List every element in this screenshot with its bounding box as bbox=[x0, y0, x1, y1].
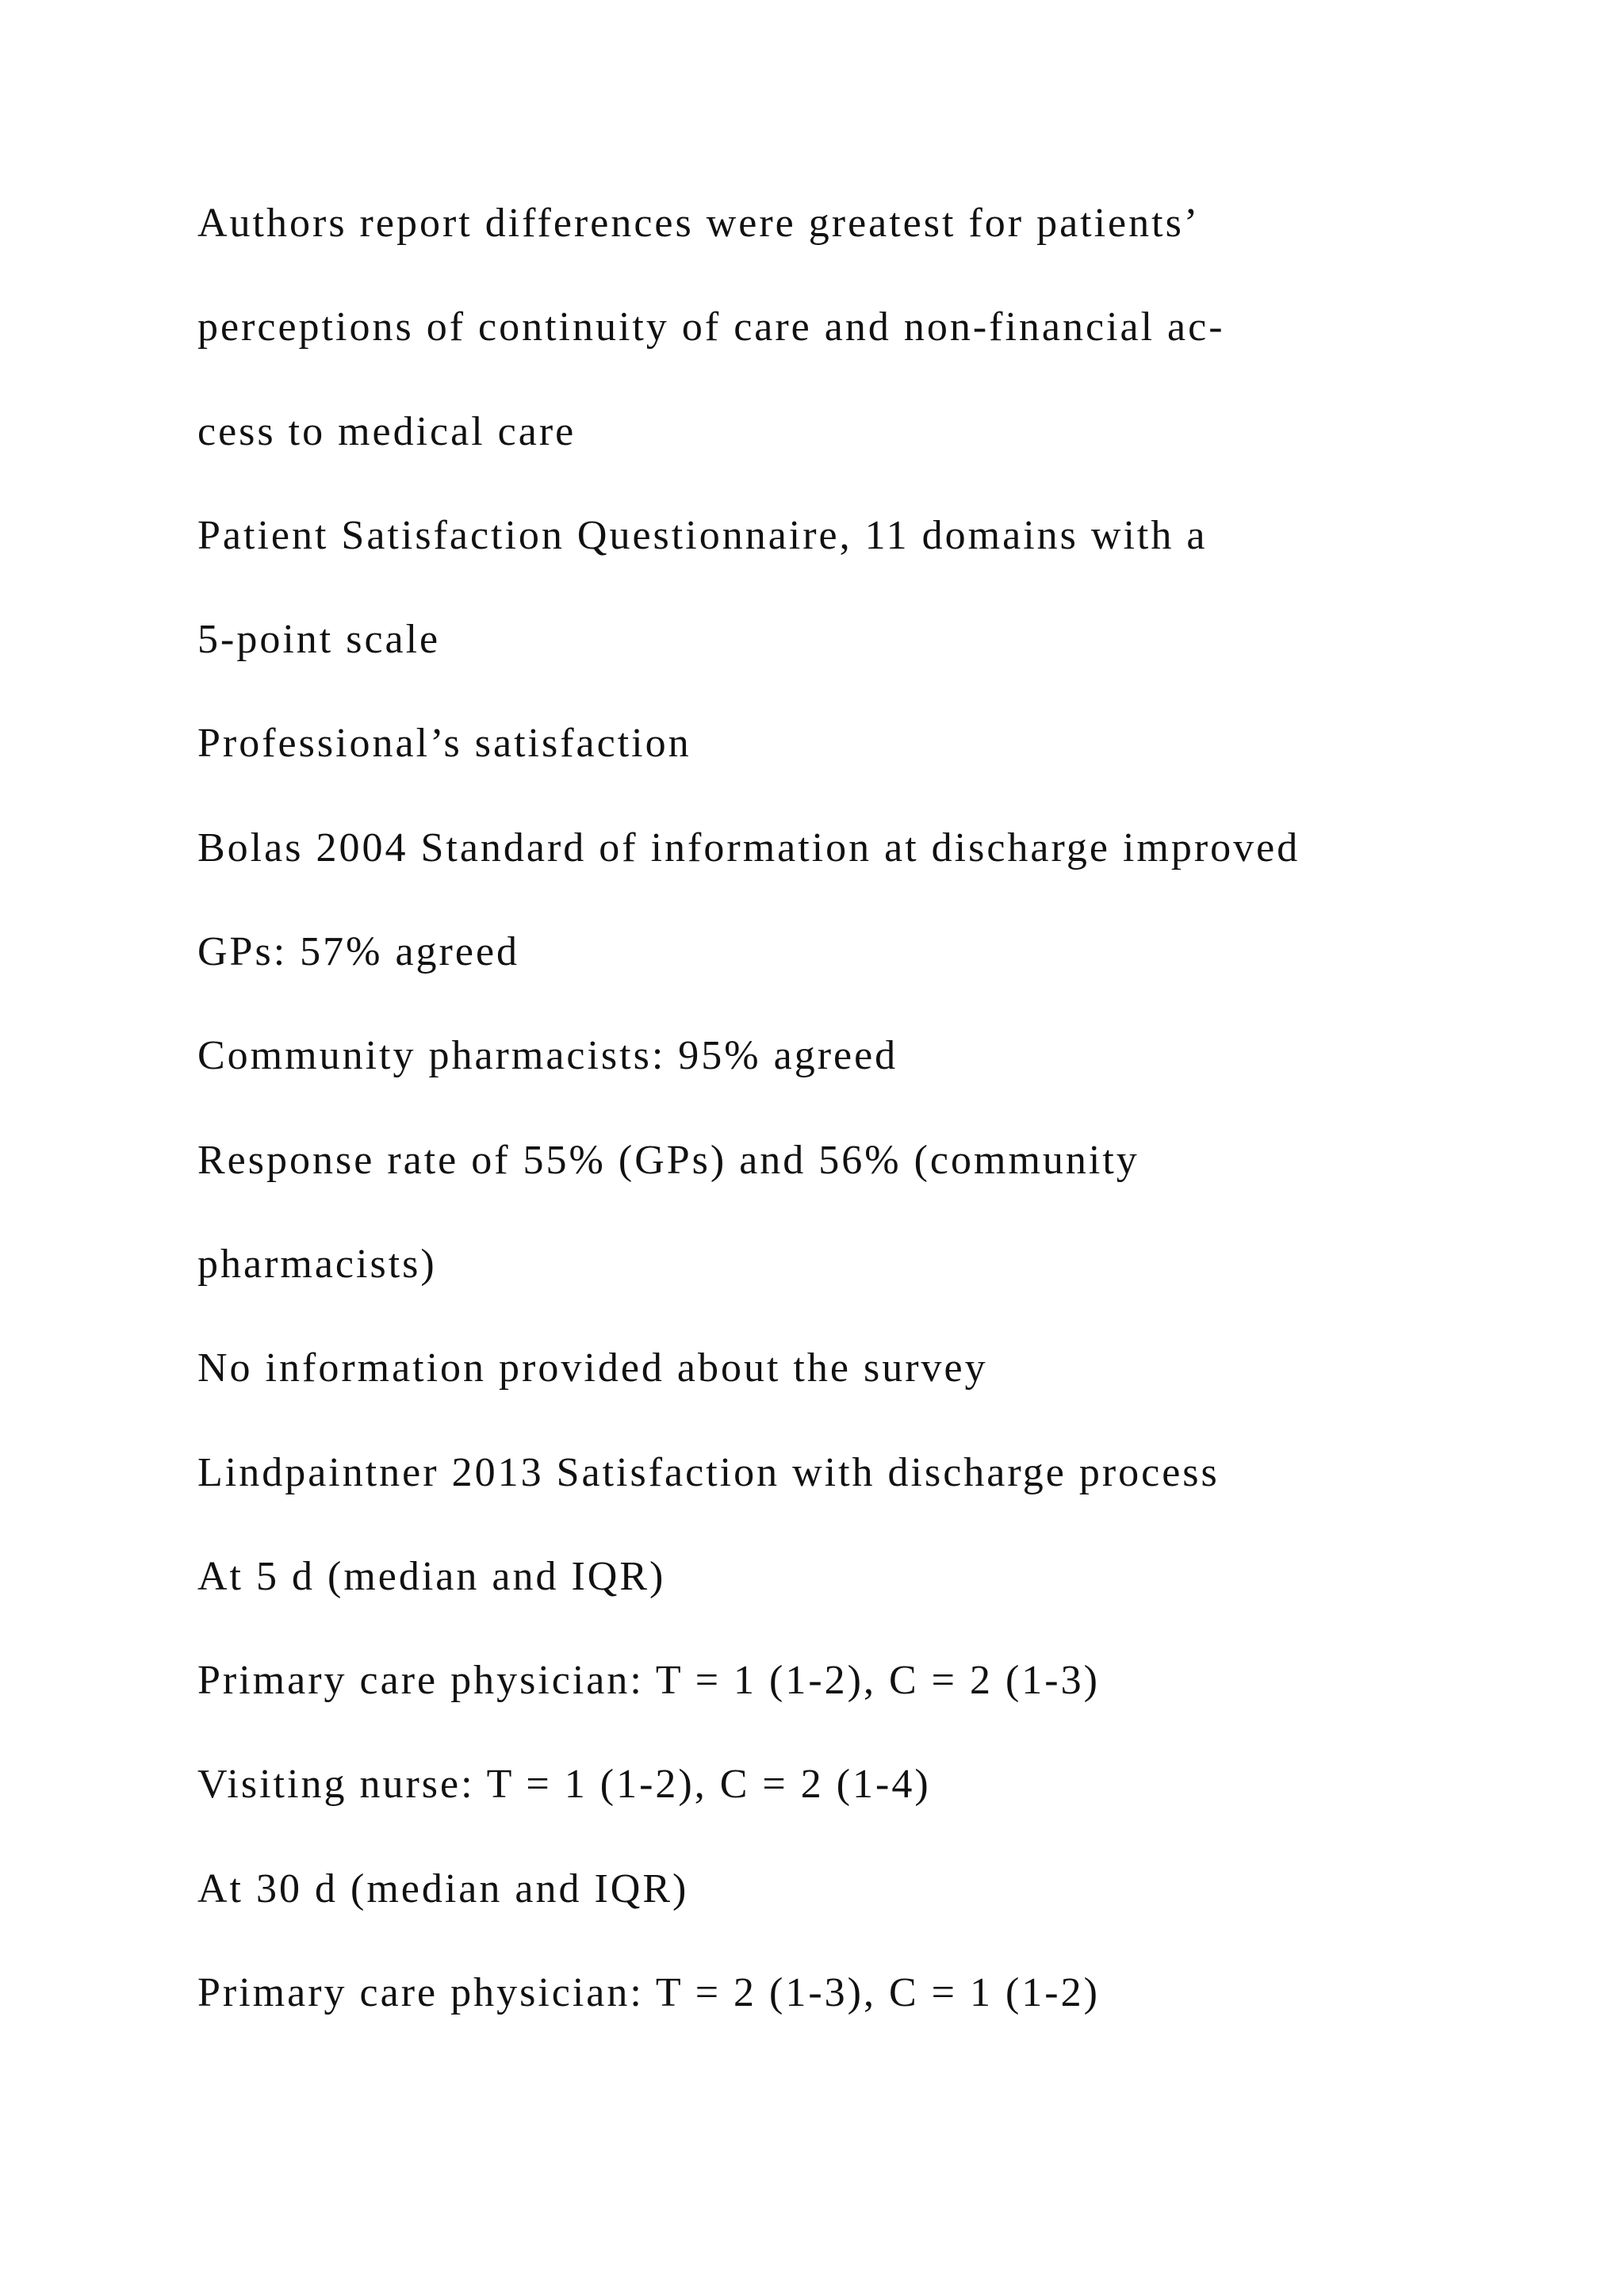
text-line: At 5 d (median and IQR) bbox=[197, 1553, 666, 1599]
text-line: pharmacists) bbox=[197, 1241, 437, 1287]
text-line: Visiting nurse: T = 1 (1-2), C = 2 (1-4) bbox=[197, 1762, 931, 1808]
text-line: At 30 d (median and IQR) bbox=[197, 1866, 689, 1911]
text-line: Patient Satisfaction Questionnaire, 11 domains with a bbox=[197, 512, 1208, 558]
text-line: Community pharmacists: 95% agreed bbox=[197, 1033, 898, 1079]
text-line: Bolas 2004 Standard of information at discharge improved bbox=[197, 825, 1300, 871]
section-heading: Professional’s satisfaction bbox=[197, 721, 691, 767]
text-line: Primary care physician: T = 1 (1-2), C = 2 (1-3) bbox=[197, 1658, 1100, 1704]
text-line: Lindpaintner 2013 Satisfaction with discharge process bbox=[197, 1449, 1220, 1495]
text-line: Response rate of 55% (GPs) and 56% (community bbox=[197, 1137, 1139, 1183]
text-line: Primary care physician: T = 2 (1-3), C = 1 (1-2) bbox=[197, 1970, 1100, 2016]
text-line: GPs: 57% agreed bbox=[197, 929, 520, 975]
document-text bbox=[197, 189, 1545, 2062]
text-line: Authors report differences were greatest for patients’ bbox=[197, 201, 1201, 246]
text-line: No information provided about the survey bbox=[197, 1345, 988, 1391]
text-line: cess to medical care bbox=[197, 408, 576, 454]
text-line: perceptions of continuity of care and non-financial ac- bbox=[197, 304, 1225, 350]
text-line: 5-point scale bbox=[197, 617, 441, 663]
